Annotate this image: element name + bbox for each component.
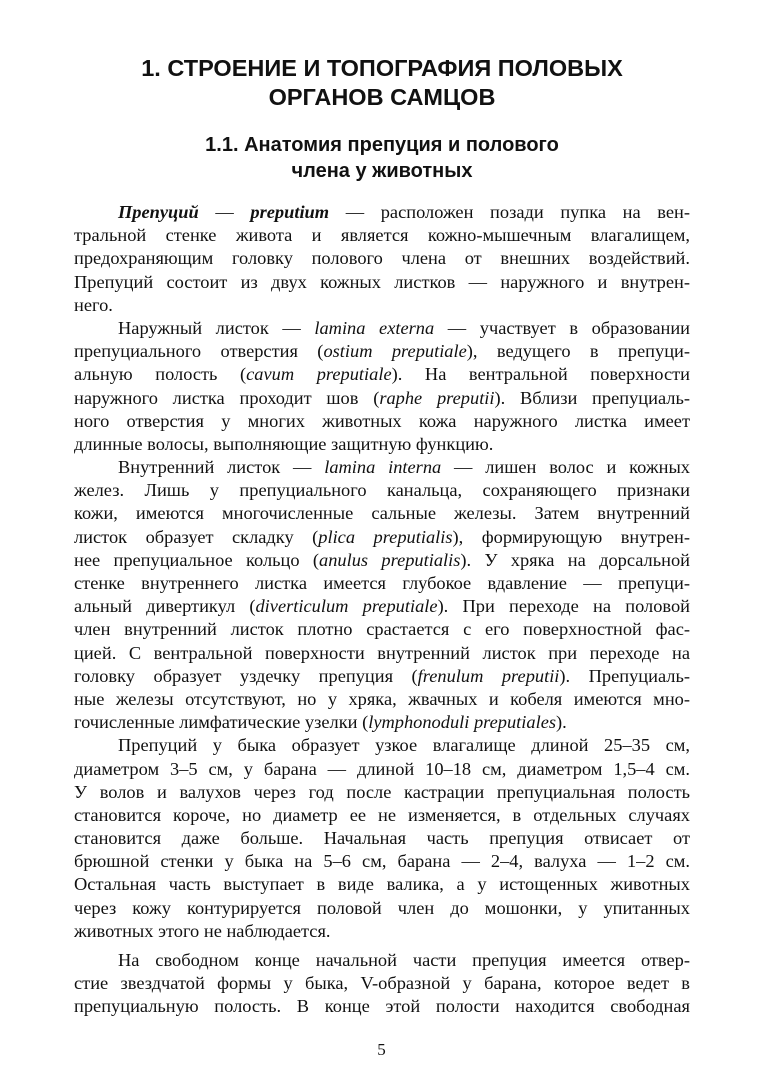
text-line: гочисленные лимфатические узелки (lymphonoduli preputiales). <box>74 712 567 733</box>
text-line: стенке внутреннего листка имеется глубокое вдавление — препуци- <box>74 573 690 593</box>
latin-term: anulus preputialis <box>319 549 461 570</box>
chapter-title <box>74 52 690 112</box>
latin-term: frenulum preputii <box>417 665 560 686</box>
text-line: альный дивертикул (diverticulum preputiale). При переходе на половой <box>74 596 690 617</box>
text-line: него. <box>74 294 113 315</box>
paragraph-preputium <box>74 201 690 317</box>
text-line: животных этого не наблюдается. <box>74 920 331 941</box>
latin-term: plica preputialis <box>318 526 453 547</box>
text-line: На свободном конце начальной части препуция имеется отвер- <box>118 950 690 970</box>
text-line: кожи, имеются многочисленные сальные железы. Затем внутренний <box>74 503 690 524</box>
paragraph-outer-layer <box>74 317 690 456</box>
term-latin: preputium <box>250 202 330 222</box>
page-number: 5 <box>377 1040 386 1059</box>
text-line: Наружный листок — lamina externa — участвует в образовании <box>118 317 691 338</box>
text-line: цией. С вентральной поверхности внутренний листок при переходе на <box>74 642 690 663</box>
term-russian: Препуций <box>118 202 199 222</box>
text-line: становится короче, но диаметр ее не изменяется, в отдельных случаях <box>74 804 690 825</box>
text-line: желез. Лишь у препуциального канальца, сохраняющего признаки <box>74 480 690 501</box>
text-line: наружного листка проходит шов (raphe preputii). Вблизи препуциаль- <box>74 387 690 408</box>
latin-term: ostium preputiale <box>323 341 467 362</box>
text-line: ные железы отсутствуют, но у хряка, жвачных и кобеля имеются мно- <box>74 688 690 709</box>
section-title <box>74 132 690 184</box>
text-line: Внутренний листок — lamina interna — лишен волос и кожных <box>118 457 690 478</box>
chapter-title-line: 1. СТРОЕНИЕ И ТОПОГРАФИЯ ПОЛОВЫХ <box>141 55 623 81</box>
text-line: препуциальную полость. В конце этой полости находится свободная <box>74 996 690 1017</box>
text-line: альную полость (cavum preputiale). На вентральной поверхности <box>74 364 690 385</box>
text-line: листок образует складку (plica preputialis), формирующую внутрен- <box>74 526 690 547</box>
text-line: Препуций состоит из двух кожных листков — наружного и внутрен- <box>74 271 690 292</box>
text-line: предохраняющим головку полового члена от внешних воздействий. <box>74 248 690 269</box>
latin-term: lymphonoduli preputiales <box>368 712 557 733</box>
chapter-title-line: ОРГАНОВ САМЦОВ <box>268 84 496 110</box>
text-line: Остальная часть выступает в виде валика, а у истощенных животных <box>74 874 690 895</box>
paragraph-free-end <box>74 949 690 1019</box>
body-text <box>74 201 690 1019</box>
section-title-line: 1.1. Анатомия препуция и полового <box>205 134 559 156</box>
text-line: У волов и валухов через год после кастрации препуциальная полость <box>74 781 690 802</box>
text-line: брюшной стенки у быка на 5–6 см, барана — 2–4, валуха — 1–2 см. <box>74 851 690 872</box>
text-line: диаметром 3–5 см, у барана — длиной 10–18 см, диаметром 1,5–4 см. <box>74 758 690 779</box>
latin-term: diverticulum preputiale <box>255 596 438 617</box>
paragraph-bull-preputium <box>74 734 690 943</box>
section-title-line: члена у животных <box>291 160 473 182</box>
text-line: препуциального отверстия (ostium preputiale), ведущего в препуци- <box>74 341 691 362</box>
text-line: Препуций у быка образует узкое влагалище длиной 25–35 см, <box>118 735 690 756</box>
text-line: член внутренний листок плотно срастается с его поверхностной фас- <box>74 619 690 640</box>
latin-term: lamina externa <box>314 317 435 338</box>
text-line: тральной стенке живота и является кожно-мышечным влагалищем, <box>74 225 690 246</box>
latin-term: lamina interna <box>324 457 442 478</box>
text-line: становится даже больше. Начальная часть препуция отвисает от <box>74 828 690 849</box>
text-line: длинные волосы, выполняющие защитную функцию. <box>74 433 494 454</box>
text-line: стие звездчатой формы у быка, V-образной у барана, которое ведет в <box>74 973 690 994</box>
book-page <box>74 52 690 1019</box>
text-line: головку образует уздечку препуция (frenulum preputii). Препуциаль- <box>74 665 690 686</box>
paragraph-inner-layer <box>74 456 690 734</box>
text-line: через кожу контурируется половой член до мошонки, у упитанных <box>74 897 690 918</box>
text-line: Препуций — preputium — расположен позади пупка на вен- <box>118 202 690 222</box>
latin-term: cavum preputiale <box>246 364 392 385</box>
latin-term: raphe preputii <box>379 387 495 408</box>
text-line: нее препуциальное кольцо (anulus preputialis). У хряка на дорсальной <box>74 549 690 570</box>
text-line: ного отверстия у многих животных кожа наружного листка имеет <box>74 410 690 431</box>
